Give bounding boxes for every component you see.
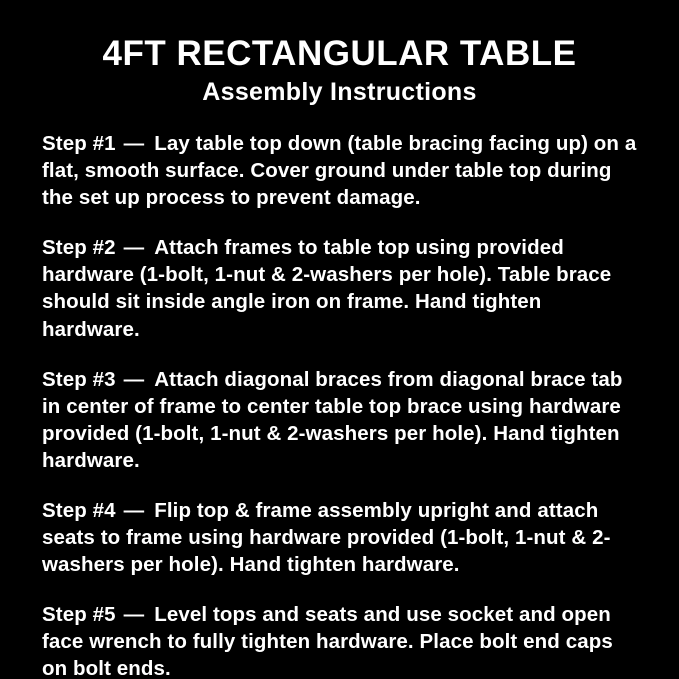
step-5 — [42, 601, 641, 679]
step-2 — [42, 234, 641, 342]
page-subtitle: Assembly Instructions — [202, 78, 477, 107]
step-4-separator: — — [123, 498, 145, 522]
step-5-text: Level tops and seats and use socket and open face wrench to fully tighten hardware. Place bolt end caps on bolt ends. — [42, 602, 613, 679]
step-1-label: Step #1 — [42, 132, 116, 156]
step-4-text: Flip top & frame assembly upright and attach seats to frame using hardware provided (1-bolt, 1-nut & 2-washers per hole). Hand tighten hardware. — [42, 498, 611, 576]
step-2-text: Attach frames to table top using provided hardware (1-bolt, 1-nut & 2-washers per hole). Table brace should sit inside angle iron on frame. Hand tighten hardware. — [42, 236, 612, 341]
step-4-label: Step #4 — [42, 498, 116, 522]
step-3-separator: — — [123, 367, 145, 391]
step-1 — [42, 130, 641, 211]
step-3 — [42, 366, 641, 474]
step-5-separator: — — [123, 602, 145, 626]
page-title: 4FT RECTANGULAR TABLE — [102, 34, 577, 73]
step-4 — [42, 497, 641, 578]
step-1-text: Lay table top down (table bracing facing up) on a flat, smooth surface. Cover ground under table top during the set up process to prevent damage. — [42, 132, 637, 210]
step-1-separator: — — [123, 132, 145, 156]
step-3-label: Step #3 — [42, 367, 116, 391]
steps-list — [0, 107, 679, 679]
card-header — [0, 0, 679, 107]
step-3-text: Attach diagonal braces from diagonal brace tab in center of frame to center table top brace using hardware provided (1-bolt, 1-nut & 2-washers per hole). Hand tighten hardware. — [42, 367, 623, 472]
step-5-label: Step #5 — [42, 602, 116, 626]
step-2-separator: — — [123, 236, 145, 260]
step-2-label: Step #2 — [42, 236, 116, 260]
